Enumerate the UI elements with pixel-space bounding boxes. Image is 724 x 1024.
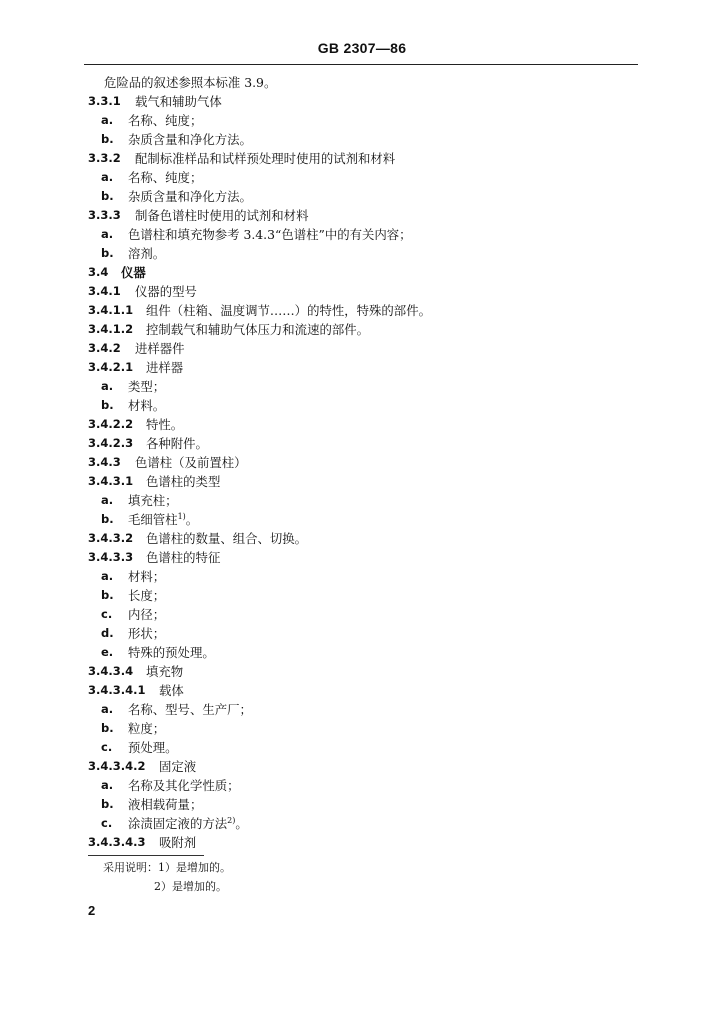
page-number: 2 — [88, 903, 96, 918]
section-line — [0, 415, 724, 434]
item-text-main: 液相载荷量； — [128, 797, 203, 812]
section-number: 3.4.3.1 — [88, 474, 134, 488]
section-number: 3.4.1.2 — [88, 322, 134, 336]
item-marker: a. — [101, 227, 114, 241]
item-marker: c. — [101, 816, 113, 830]
section-line — [0, 548, 724, 567]
section-title: 色谱柱（及前置柱） — [135, 455, 247, 470]
item-text-main: 杂质含量和净化方法。 — [128, 132, 252, 147]
list-item — [0, 624, 724, 643]
item-text — [128, 643, 215, 662]
paragraph-text: 危险品的叙述参照本标准 3.9。 — [104, 75, 277, 90]
item-text — [128, 814, 248, 833]
section-number: 3.4.2.2 — [88, 417, 134, 431]
section-title: 色谱柱的特征 — [146, 550, 221, 565]
item-text — [128, 130, 252, 149]
document-header: GB 2307—86 — [317, 40, 407, 56]
item-text — [128, 719, 165, 738]
section-title: 控制载气和辅助气体压力和流速的部件。 — [146, 322, 370, 337]
item-text-main: 色谱柱和填充物参考 3.4.3“色谱柱”中的有关内容； — [128, 227, 412, 242]
section-title: 组件（柱箱、温度调节……）的特性，特殊的部件。 — [146, 303, 431, 318]
item-text — [128, 396, 165, 415]
item-text-main: 长度； — [128, 588, 166, 603]
item-text-main: 粒度； — [128, 721, 166, 736]
item-text-main: 形状； — [128, 626, 166, 641]
section-number: 3.3.1 — [88, 94, 121, 108]
section-number: 3.4.3 — [88, 455, 121, 469]
item-text — [128, 624, 165, 643]
section-line — [0, 434, 724, 453]
list-item — [0, 605, 724, 624]
footnote-rule — [88, 855, 204, 856]
footnote-1: 采用说明：1）是增加的。 — [103, 861, 231, 874]
item-marker: a. — [101, 778, 114, 792]
footnote-2: 2）是增加的。 — [154, 880, 227, 893]
item-text — [128, 700, 252, 719]
section-number: 3.4.3.2 — [88, 531, 134, 545]
section-line — [0, 320, 724, 339]
list-item — [0, 567, 724, 586]
item-text-main: 毛细管柱 — [128, 512, 178, 527]
item-marker: c. — [101, 740, 113, 754]
section-title: 仪器 — [121, 265, 146, 280]
item-text — [128, 168, 202, 187]
item-text-main: 名称、纯度； — [128, 113, 203, 128]
list-item — [0, 719, 724, 738]
list-item — [0, 776, 724, 795]
list-item — [0, 814, 724, 833]
section-number: 3.4.3.4.3 — [88, 835, 146, 849]
list-item — [0, 377, 724, 396]
section-number: 3.3.3 — [88, 208, 121, 222]
section-title: 制备色谱柱时使用的试剂和材料 — [135, 208, 309, 223]
item-text — [128, 586, 165, 605]
section-number: 3.4.2.1 — [88, 360, 134, 374]
footnote-ref: 1) — [177, 511, 186, 521]
section-title: 固定液 — [159, 759, 197, 774]
item-marker: a. — [101, 170, 114, 184]
section-title: 吸附剂 — [159, 835, 197, 850]
item-text-tail: 。 — [235, 816, 248, 831]
section-line — [0, 149, 724, 168]
list-item — [0, 396, 724, 415]
list-item — [0, 225, 724, 244]
item-marker: c. — [101, 607, 113, 621]
item-text-main: 内径； — [128, 607, 166, 622]
item-text — [128, 491, 178, 510]
item-text-main: 特殊的预处理。 — [128, 645, 215, 660]
item-text — [128, 244, 165, 263]
section-line — [0, 92, 724, 111]
item-marker: b. — [101, 588, 114, 602]
list-item — [0, 795, 724, 814]
item-text — [128, 567, 165, 586]
item-marker: b. — [101, 797, 114, 811]
section-title: 特性。 — [146, 417, 184, 432]
item-text-main: 名称及其化学性质； — [128, 778, 240, 793]
item-text-main: 材料。 — [128, 398, 166, 413]
item-text — [128, 776, 240, 795]
section-number: 3.4 — [88, 265, 109, 279]
item-text-main: 填充柱； — [128, 493, 178, 508]
section-line — [0, 263, 724, 282]
item-marker: a. — [101, 379, 114, 393]
section-line — [0, 206, 724, 225]
item-marker: b. — [101, 721, 114, 735]
item-text-main: 类型； — [128, 379, 166, 394]
list-item — [0, 586, 724, 605]
section-number: 3.4.2 — [88, 341, 121, 355]
section-title: 色谱柱的类型 — [146, 474, 221, 489]
section-line — [0, 472, 724, 491]
item-marker: d. — [101, 626, 114, 640]
section-title: 仪器的型号 — [135, 284, 197, 299]
list-item — [0, 700, 724, 719]
item-text — [128, 795, 202, 814]
header-rule — [84, 64, 638, 65]
item-text-main: 涂渍固定液的方法 — [128, 816, 228, 831]
item-marker: a. — [101, 113, 114, 127]
text-line — [0, 73, 724, 92]
section-title: 载气和辅助气体 — [135, 94, 222, 109]
section-line — [0, 529, 724, 548]
item-text-main: 材料； — [128, 569, 166, 584]
item-text-main: 杂质含量和净化方法。 — [128, 189, 252, 204]
item-text-main: 名称、纯度； — [128, 170, 203, 185]
document-body — [0, 73, 724, 852]
section-number: 3.4.2.3 — [88, 436, 134, 450]
section-number: 3.3.2 — [88, 151, 121, 165]
section-line — [0, 453, 724, 472]
item-text — [128, 187, 252, 206]
item-text — [128, 111, 202, 130]
list-item — [0, 244, 724, 263]
item-marker: b. — [101, 512, 114, 526]
section-number: 3.4.3.4.1 — [88, 683, 146, 697]
list-item — [0, 187, 724, 206]
section-title: 色谱柱的数量、组合、切换。 — [146, 531, 308, 546]
section-line — [0, 358, 724, 377]
section-line — [0, 301, 724, 320]
item-marker: a. — [101, 569, 114, 583]
list-item — [0, 130, 724, 149]
list-item — [0, 510, 724, 529]
item-text — [128, 377, 165, 396]
list-item — [0, 643, 724, 662]
section-title: 进样器 — [146, 360, 184, 375]
item-marker: e. — [101, 645, 114, 659]
item-marker: b. — [101, 398, 114, 412]
section-line — [0, 833, 724, 852]
section-title: 各种附件。 — [146, 436, 208, 451]
item-text — [128, 738, 178, 757]
item-marker: a. — [101, 702, 114, 716]
section-line — [0, 282, 724, 301]
list-item — [0, 111, 724, 130]
section-line — [0, 757, 724, 776]
section-line — [0, 339, 724, 358]
section-line — [0, 681, 724, 700]
section-number: 3.4.3.4 — [88, 664, 134, 678]
section-title: 填充物 — [146, 664, 184, 679]
item-text — [128, 510, 198, 529]
section-title: 配制标准样品和试样预处理时使用的试剂和材料 — [135, 151, 396, 166]
section-number: 3.4.1 — [88, 284, 121, 298]
item-text-main: 名称、型号、生产厂； — [128, 702, 252, 717]
item-text-main: 溶剂。 — [128, 246, 166, 261]
section-line — [0, 662, 724, 681]
section-number: 3.4.3.3 — [88, 550, 134, 564]
item-marker: b. — [101, 246, 114, 260]
item-marker: b. — [101, 132, 114, 146]
list-item — [0, 168, 724, 187]
section-number: 3.4.3.4.2 — [88, 759, 146, 773]
list-item — [0, 491, 724, 510]
list-item — [0, 738, 724, 757]
footnote-ref: 2) — [227, 815, 236, 825]
section-number: 3.4.1.1 — [88, 303, 134, 317]
section-title: 进样器件 — [135, 341, 185, 356]
item-marker: a. — [101, 493, 114, 507]
item-text — [128, 225, 412, 244]
item-text — [128, 605, 165, 624]
section-title: 载体 — [159, 683, 184, 698]
item-marker: b. — [101, 189, 114, 203]
item-text-main: 预处理。 — [128, 740, 178, 755]
item-text-tail: 。 — [185, 512, 199, 527]
